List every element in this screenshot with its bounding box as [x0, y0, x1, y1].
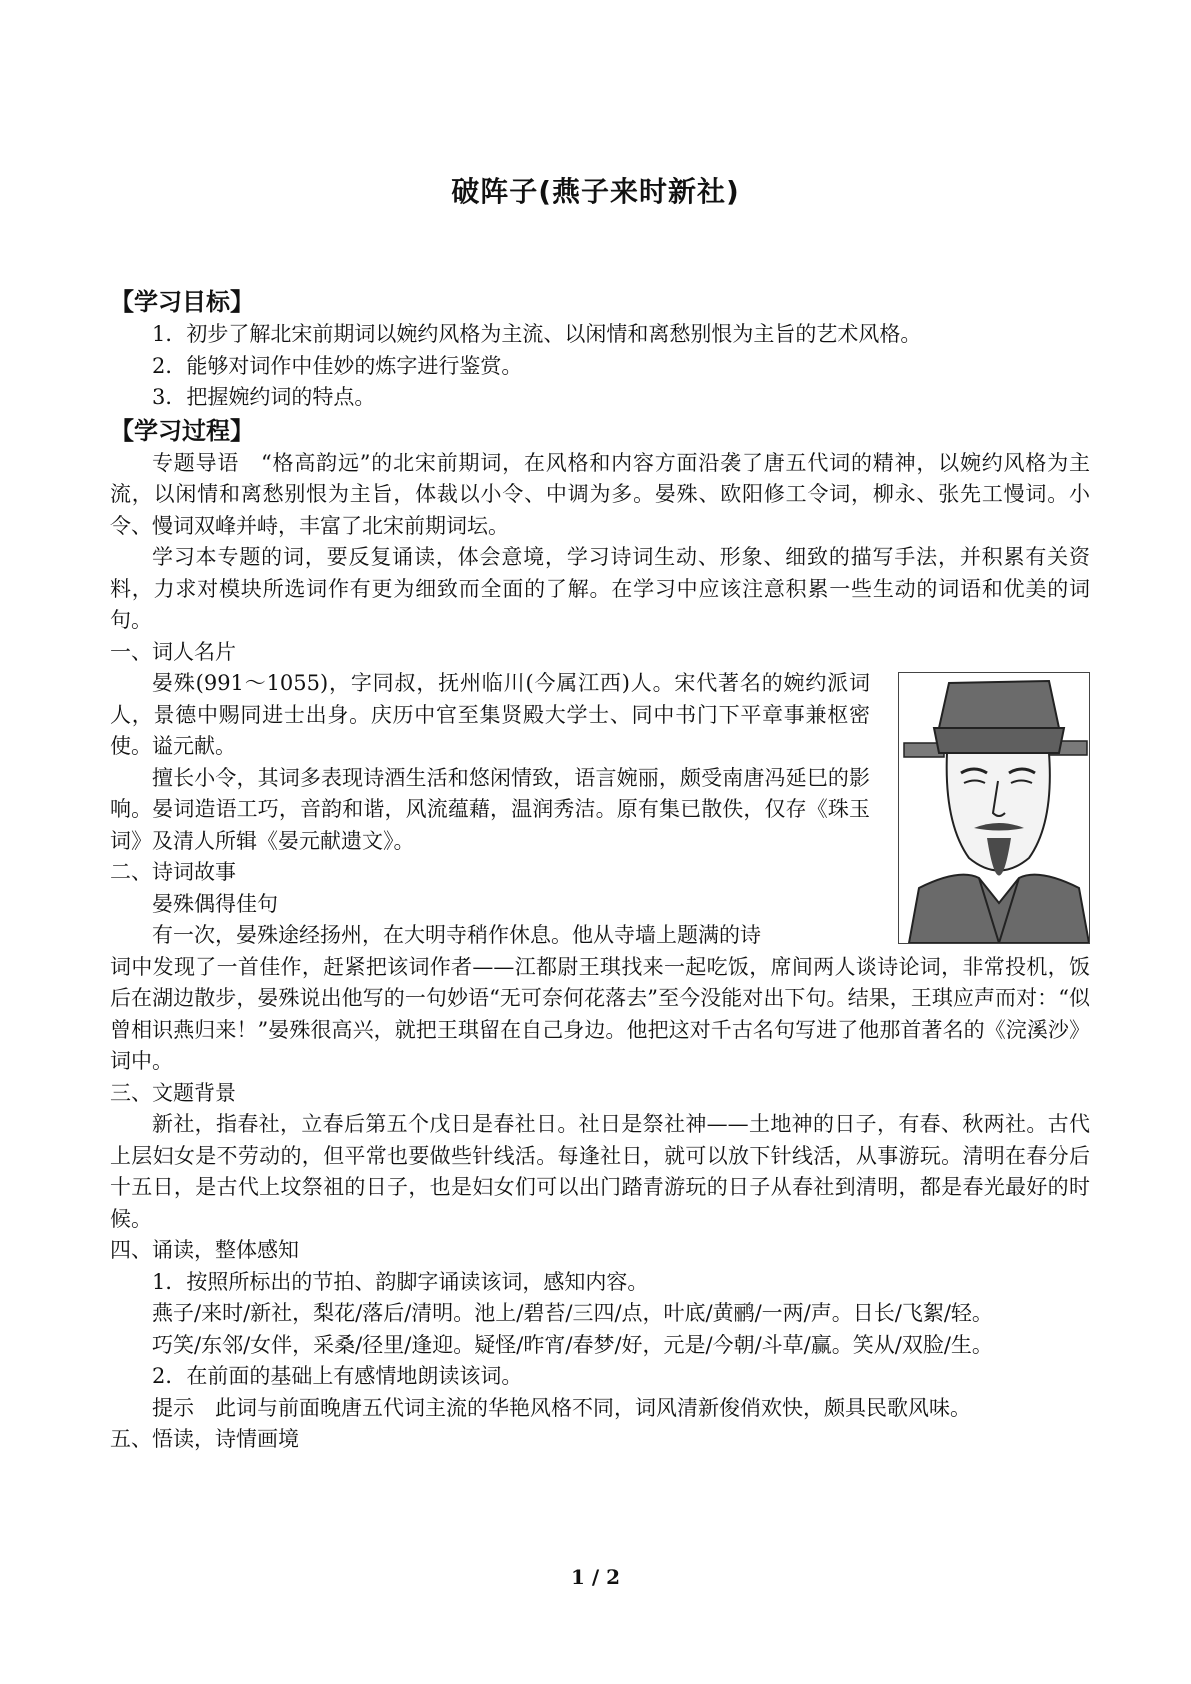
reading-instruction-1: 1．按照所标出的节拍、韵脚字诵读该词，感知内容。 [152, 1269, 649, 1294]
page-number: 1 / 2 [570, 1565, 621, 1589]
reading-tip: 提示 此词与前面晚唐五代词主流的华艳风格不同，词风清新俊俏欢快，颇具民歌风味。 [152, 1395, 971, 1420]
section-1-heading: 一、词人名片 [110, 639, 236, 664]
intro-paragraph-1: 专题导语 “格高韵远”的北宋前期词，在风格和内容方面沿袭了唐五代词的精神，以婉约风格为主流，以闲情和离愁别恨为主旨，体裁以小令、中调为多。晏殊、欧阳修工令词，柳永、张先工慢词。小令、慢词双峰并峙，丰富了北宋前期词坛。 [110, 450, 1090, 538]
story-paragraph-continued: 词中发现了一首佳作，赶紧把该词作者——江都尉王琪找来一起吃饭，席间两人谈诗论词，非常投机，饭后在湖边散步，晏殊说出他写的一句妙语“无可奈何花落去”至今没能对出下句。结果，王琪应声而对：“似曾相识燕归来！”晏殊很高兴，就把王琪留在自己身边。他把这对千古名句写进了他那首著名的《浣溪沙》词中。 [110, 954, 1090, 1073]
portrait-illustration [899, 673, 1089, 943]
poem-verse-2: 巧笑/东邻/女伴，采桑/径里/逢迎。疑怪/昨宵/春梦/好，元是/今朝/斗草/赢。笑从/双脸/生。 [152, 1332, 993, 1357]
reading-instruction-2: 2．在前面的基础上有感情地朗读该词。 [152, 1364, 523, 1388]
page-title: 破阵子(燕子来时新社) [451, 175, 740, 208]
section-2-heading: 二、诗词故事 [110, 860, 236, 884]
process-heading: 【学习过程】 [110, 416, 254, 445]
story-subtitle: 晏殊偶得佳句 [152, 891, 278, 916]
story-paragraph-start: 有一次，晏殊途经扬州，在大明寺稍作休息。他从寺墙上题满的诗 [152, 923, 761, 947]
section-3-heading: 三、文题背景 [110, 1080, 236, 1105]
poet-bio-paragraph-2: 擅长小令，其词多表现诗酒生活和悠闲情致，语言婉丽，颇受南唐冯延巳的影响。晏词造语工巧，音韵和谐，风流蕴藉，温润秀洁。原有集已散佚，仅存《珠玉词》及清人所辑《晏元献遗文》。 [110, 765, 870, 853]
goals-heading: 【学习目标】 [110, 288, 254, 316]
section-5-heading: 五、悟读，诗情画境 [110, 1427, 299, 1451]
portrait-image-yan-shu [898, 672, 1090, 944]
goal-item-3: 3．把握婉约词的特点。 [152, 385, 376, 409]
goal-item-2: 2．能够对词作中佳妙的炼字进行鉴赏。 [152, 353, 523, 378]
poem-verse-1: 燕子/来时/新社，梨花/落后/清明。池上/碧苔/三四/点，叶底/黄鹂/一两/声。日长/飞絮/轻。 [152, 1301, 993, 1325]
section-4-heading: 四、诵读，整体感知 [110, 1238, 299, 1262]
poet-bio-paragraph-1: 晏殊(991～1055)，字同叔，抚州临川(今属江西)人。宋代著名的婉约派词人，景德中赐同进士出身。庆历中官至集贤殿大学士、同中书门下平章事兼枢密使。谥元献。 [110, 671, 870, 758]
intro-paragraph-2: 学习本专题的词，要反复诵读，体会意境，学习诗词生动、形象、细致的描写手法，并积累有关资料，力求对模块所选词作有更为细致而全面的了解。在学习中应该注意积累一些生动的词语和优美的词句。 [110, 545, 1090, 632]
background-paragraph: 新社，指春社，立春后第五个戊日是春社日。社日是祭社神——土地神的日子，有春、秋两社。古代上层妇女是不劳动的，但平常也要做些针线活。每逢社日，就可以放下针线活，从事游玩。清明在春分后十五日，是古代上坟祭祖的日子，也是妇女们可以出门踏青游玩的日子从春社到清明，都是春光最好的时候。 [110, 1112, 1090, 1231]
goal-item-1: 1．初步了解北宋前期词以婉约风格为主流、以闲情和离愁别恨为主旨的艺术风格。 [152, 322, 922, 346]
document-body [110, 285, 1090, 1456]
